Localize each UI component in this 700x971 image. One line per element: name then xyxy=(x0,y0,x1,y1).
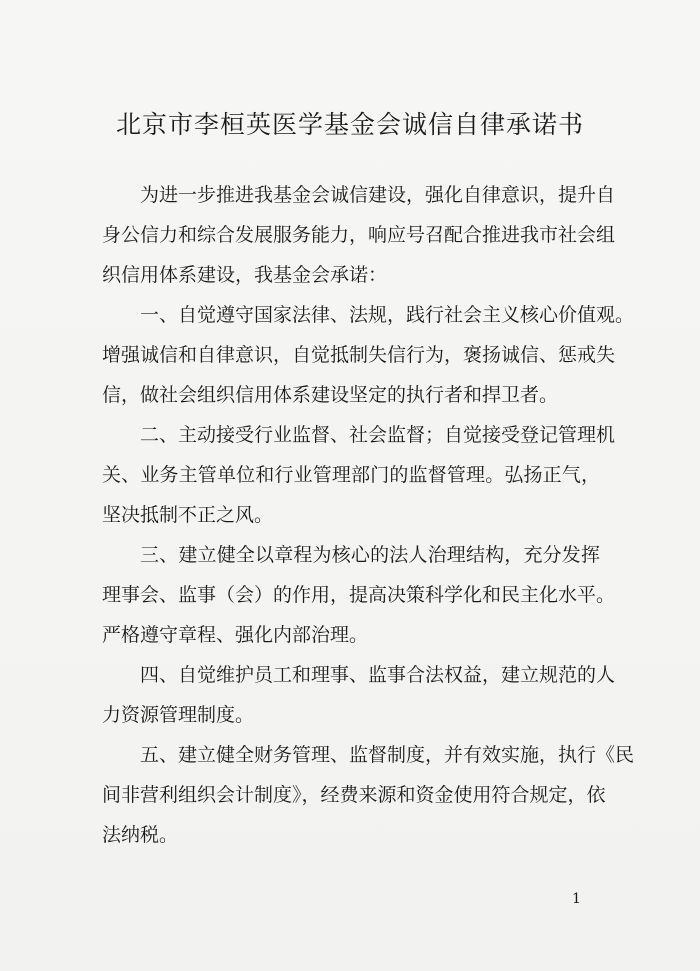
paragraph-line: 为进一步推进我基金会诚信建设，强化自律意识，提升自 xyxy=(140,184,616,206)
paragraph-line: 身公信力和综合发展服务能力，响应号召配合推进我市社会组 xyxy=(102,224,616,246)
paragraph-line: 严格遵守章程、强化内部治理。 xyxy=(102,624,369,646)
paragraph-line: 信，做社会组织信用体系建设坚定的执行者和捍卫者。 xyxy=(102,384,559,406)
paragraph-line: 力资源管理制度。 xyxy=(102,704,255,726)
paragraph-line: 四、自觉维护员工和理事、监事合法权益，建立规范的人 xyxy=(140,664,616,686)
paragraph-line: 二、主动接受行业监督、社会监督；自觉接受登记管理机 xyxy=(140,424,616,446)
paragraph-line: 织信用体系建设，我基金会承诺： xyxy=(102,264,388,286)
paragraph-line: 法纳税。 xyxy=(102,824,179,846)
paragraph-line: 增强诚信和自律意识，自觉抵制失信行为，褒扬诚信、惩戒失 xyxy=(102,344,616,366)
paragraph-line: 五、建立健全财务管理、监督制度，并有效实施，执行《民 xyxy=(140,744,635,766)
paragraph-line: 理事会、监事（会）的作用，提高决策科学化和民主化水平。 xyxy=(102,584,616,606)
paragraph-line: 关、业务主管单位和行业管理部门的监督管理。弘扬正气， xyxy=(102,464,600,486)
document-title: 北京市李桓英医学基金会诚信自律承诺书 xyxy=(115,110,584,139)
paragraph-line: 坚决抵制不正之风。 xyxy=(102,504,274,526)
paragraph-line: 一、自觉遵守国家法律、法规，践行社会主义核心价值观。 xyxy=(140,304,635,326)
page-number: 1 xyxy=(572,891,581,907)
paragraph-line: 间非营利组织会计制度》，经费来源和资金使用符合规定，依 xyxy=(102,784,606,806)
paragraph-line: 三、建立健全以章程为核心的法人治理结构，充分发挥 xyxy=(140,544,600,566)
